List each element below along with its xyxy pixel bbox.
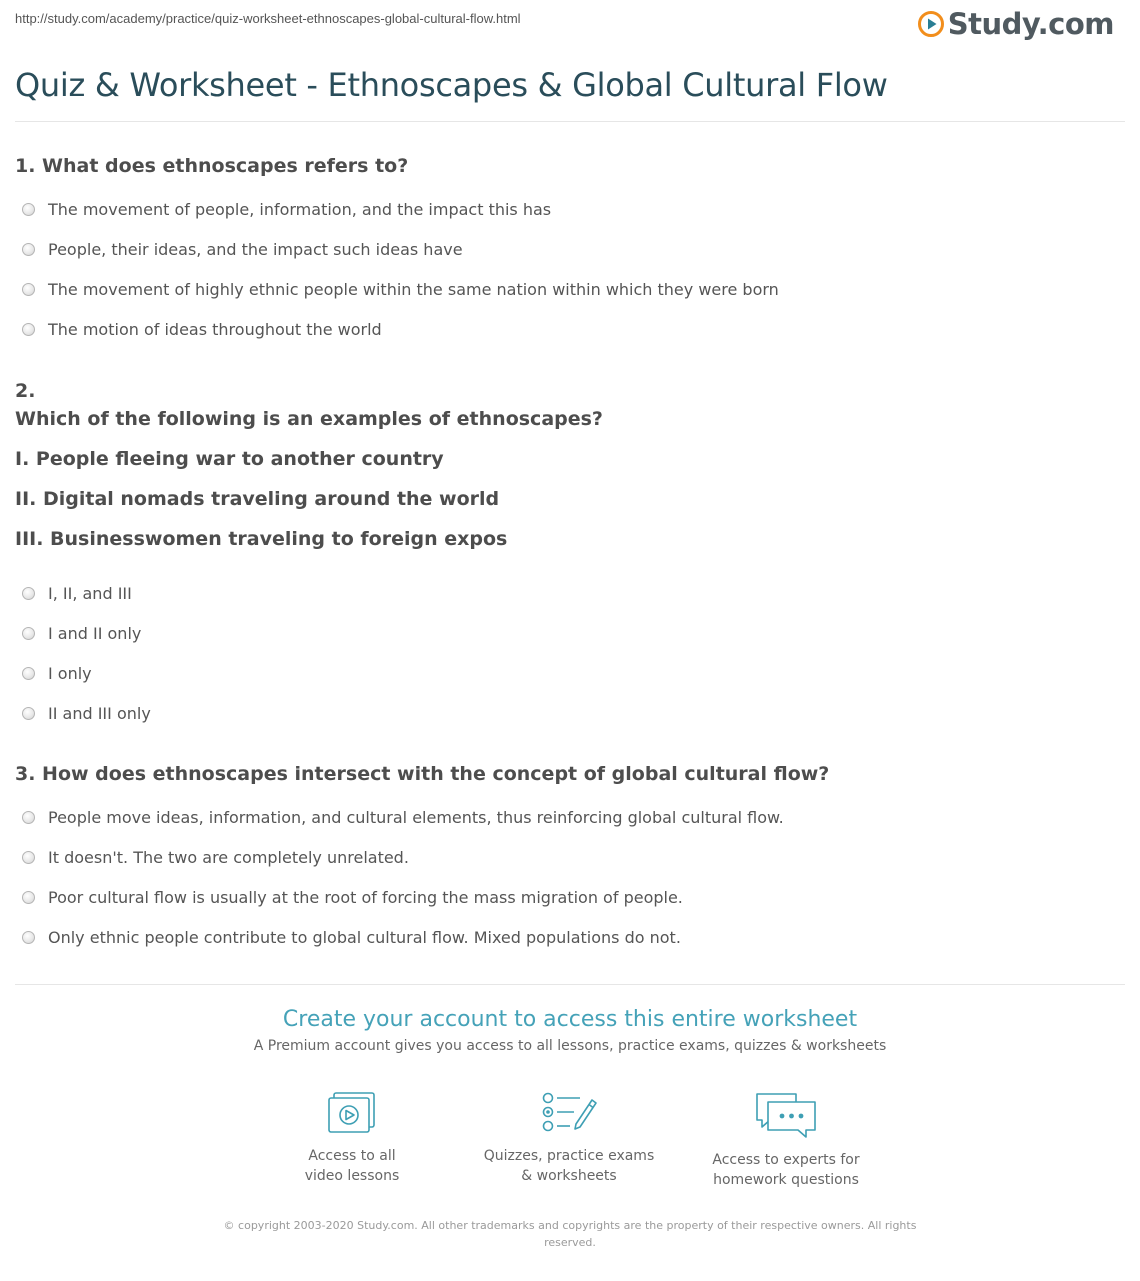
- copyright-footer: © copyright 2003-2020 Study.com. All other trademarks and copyrights are the property of their respective owners. All rights reserved.: [223, 1219, 917, 1249]
- radio-button[interactable]: [22, 851, 35, 864]
- radio-button[interactable]: [22, 667, 35, 680]
- feature-line: Access to experts for: [712, 1152, 860, 1168]
- feature-video-lessons: [242, 1090, 462, 1186]
- answer-label: I only: [48, 663, 92, 683]
- question-statement: III. Businesswomen traveling to foreign expos: [15, 528, 508, 550]
- question-text: Which of the following is an examples of ethnoscapes?: [15, 408, 603, 430]
- feature-experts: [676, 1090, 896, 1190]
- answer-option[interactable]: [22, 846, 409, 868]
- quiz-checklist-icon: [540, 1090, 598, 1136]
- page-url: http://study.com/academy/practice/quiz-worksheet-ethnoscapes-global-cultural-flow.html: [15, 11, 521, 26]
- question-statement: II. Digital nomads traveling around the world: [15, 488, 500, 510]
- answer-label: Poor cultural flow is usually at the root of forcing the mass migration of people.: [48, 887, 683, 907]
- video-lessons-icon: [325, 1090, 379, 1136]
- answer-option[interactable]: [22, 622, 141, 644]
- question-text: 1. What does ethnoscapes refers to?: [15, 155, 409, 177]
- cta-subheading: A Premium account gives you access to all lessons, practice exams, quizzes & worksheets: [253, 1038, 887, 1054]
- feature-line: & worksheets: [521, 1168, 617, 1184]
- feature-line: video lessons: [304, 1168, 400, 1184]
- answer-label: People, their ideas, and the impact such ideas have: [48, 239, 463, 259]
- radio-button[interactable]: [22, 283, 35, 296]
- answer-option[interactable]: [22, 198, 551, 220]
- feature-line: Quizzes, practice exams: [483, 1148, 655, 1164]
- answer-option[interactable]: [22, 926, 681, 948]
- radio-button[interactable]: [22, 243, 35, 256]
- radio-button[interactable]: [22, 587, 35, 600]
- answer-label: Only ethnic people contribute to global cultural flow. Mixed populations do not.: [48, 927, 681, 947]
- feature-line: Access to all: [308, 1148, 396, 1164]
- page-title: Quiz & Worksheet - Ethnoscapes & Global Cultural Flow: [15, 66, 888, 104]
- answer-label: I and II only: [48, 623, 142, 643]
- answer-option[interactable]: [22, 582, 132, 604]
- radio-button[interactable]: [22, 707, 35, 720]
- answer-label: People move ideas, information, and cultural elements, thus reinforcing global cultural flow.: [48, 807, 784, 827]
- answer-label: II and III only: [48, 703, 151, 723]
- cta-divider: [15, 984, 1125, 985]
- question-statement: I. People fleeing war to another country: [15, 448, 444, 470]
- question-text: 3. How does ethnoscapes intersect with the concept of global cultural flow?: [15, 763, 830, 785]
- radio-button[interactable]: [22, 891, 35, 904]
- answer-option[interactable]: [22, 886, 683, 908]
- radio-button[interactable]: [22, 203, 35, 216]
- answer-label: The movement of people, information, and the impact this has: [48, 199, 552, 219]
- radio-button[interactable]: [22, 811, 35, 824]
- answer-label: It doesn't. The two are completely unrelated.: [48, 847, 409, 867]
- brand-name: Study.com: [947, 7, 1114, 41]
- answer-label: I, II, and III: [48, 583, 132, 603]
- answer-option[interactable]: [22, 318, 382, 340]
- feature-quizzes: [459, 1090, 679, 1186]
- chat-bubbles-icon: [754, 1090, 818, 1140]
- radio-button[interactable]: [22, 323, 35, 336]
- study-logo[interactable]: [918, 7, 1114, 41]
- answer-label: The movement of highly ethnic people within the same nation within which they were born: [48, 279, 779, 299]
- radio-button[interactable]: [22, 627, 35, 640]
- answer-option[interactable]: [22, 702, 151, 724]
- play-logo-icon: [918, 11, 944, 37]
- answer-option[interactable]: [22, 662, 92, 684]
- answer-option[interactable]: [22, 806, 784, 828]
- answer-option[interactable]: [22, 238, 463, 260]
- cta-heading[interactable]: Create your account to access this entire worksheet: [282, 1007, 858, 1032]
- question-number: 2.: [15, 380, 36, 402]
- title-divider: [15, 121, 1125, 122]
- answer-label: The motion of ideas throughout the world: [48, 319, 382, 339]
- answer-option[interactable]: [22, 278, 779, 300]
- feature-line: homework questions: [713, 1172, 859, 1188]
- radio-button[interactable]: [22, 931, 35, 944]
